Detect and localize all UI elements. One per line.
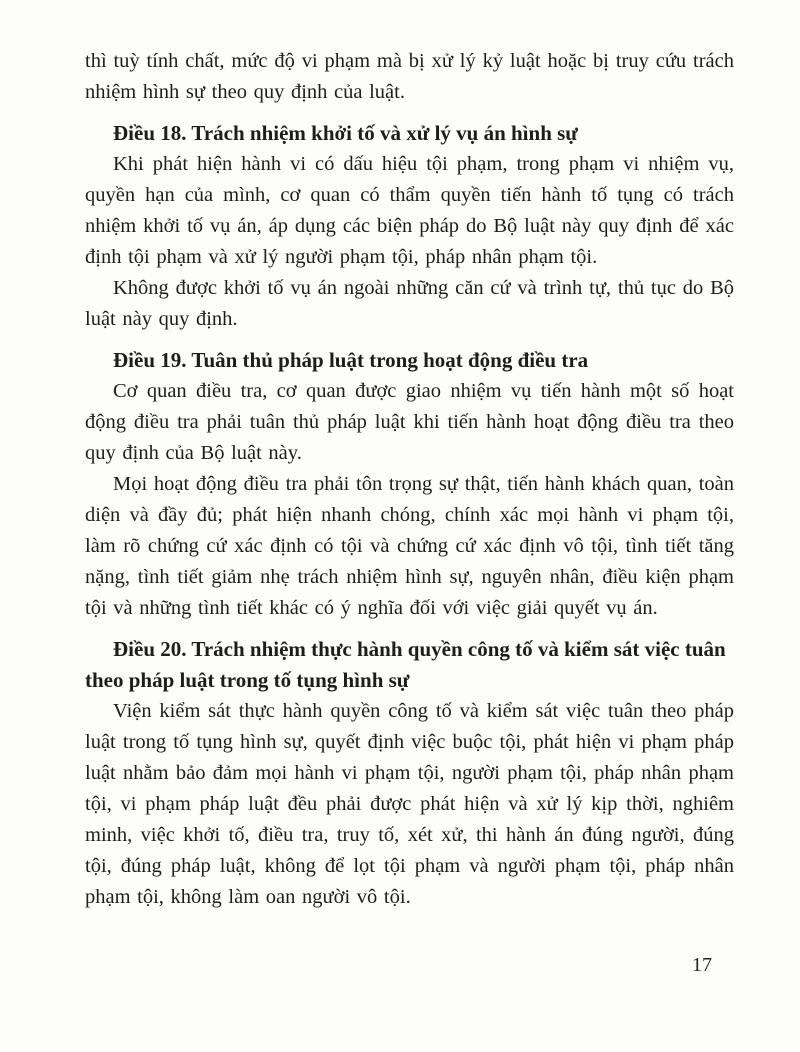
article-18-paragraph-2: Không được khởi tố vụ án ngoài những căn cứ và trình tự, thủ tục do Bộ luật này quy định. <box>85 277 734 330</box>
article-20-heading: Điều 20. Trách nhiệm thực hành quyền công tố và kiểm sát việc tuân theo pháp luật trong tố tụng hình sự <box>85 637 726 692</box>
page-number: 17 <box>692 954 712 976</box>
article-19-paragraph-2: Mọi hoạt động điều tra phải tôn trọng sự thật, tiến hành khách quan, toàn diện và đầy đủ; phát hiện nhanh chóng, chính xác mọi hành vi phạm tội, làm rõ chứng cứ xác định có tội và chứng cứ xác định vô tội, tình tiết tăng nặng, tình tiết giảm nhẹ trách nhiệm hình sự, nguyên nhân, điều kiện phạm tội và những tình tiết khác có ý nghĩa đối với việc giải quyết vụ án. <box>85 473 734 619</box>
article-18-paragraph-1: Khi phát hiện hành vi có dấu hiệu tội phạm, trong phạm vi nhiệm vụ, quyền hạn của mình, cơ quan có thẩm quyền tiến hành tố tụng có trách nhiệm khởi tố vụ án, áp dụng các biện pháp do Bộ luật này quy định để xác định tội phạm và xử lý người phạm tội, pháp nhân phạm tội. <box>85 153 734 268</box>
paragraph-continuation: thì tuỳ tính chất, mức độ vi phạm mà bị xử lý kỷ luật hoặc bị truy cứu trách nhiệm hình sự theo quy định của luật. <box>85 50 734 103</box>
article-18-heading: Điều 18. Trách nhiệm khởi tố và xử lý vụ án hình sự <box>113 121 578 145</box>
article-19-heading: Điều 19. Tuân thủ pháp luật trong hoạt động điều tra <box>113 348 589 372</box>
article-20-paragraph-1: Viện kiểm sát thực hành quyền công tố và kiểm sát việc tuân theo pháp luật trong tố tụng hình sự, quyết định việc buộc tội, phát hiện vi phạm pháp luật nhằm bảo đảm mọi hành vi phạm tội, người phạm tội, pháp nhân phạm tội, vi phạm pháp luật đều phải được phát hiện và xử lý kịp thời, nghiêm minh, việc khởi tố, điều tra, truy tố, xét xử, thi hành án đúng người, đúng tội, đúng pháp luật, không để lọt tội phạm và người phạm tội, pháp nhân phạm tội, không làm oan người vô tội. <box>85 700 734 908</box>
article-19-paragraph-1: Cơ quan điều tra, cơ quan được giao nhiệm vụ tiến hành một số hoạt động điều tra phải tuân thủ pháp luật khi tiến hành hoạt động điều tra theo quy định của Bộ luật này. <box>85 380 734 464</box>
